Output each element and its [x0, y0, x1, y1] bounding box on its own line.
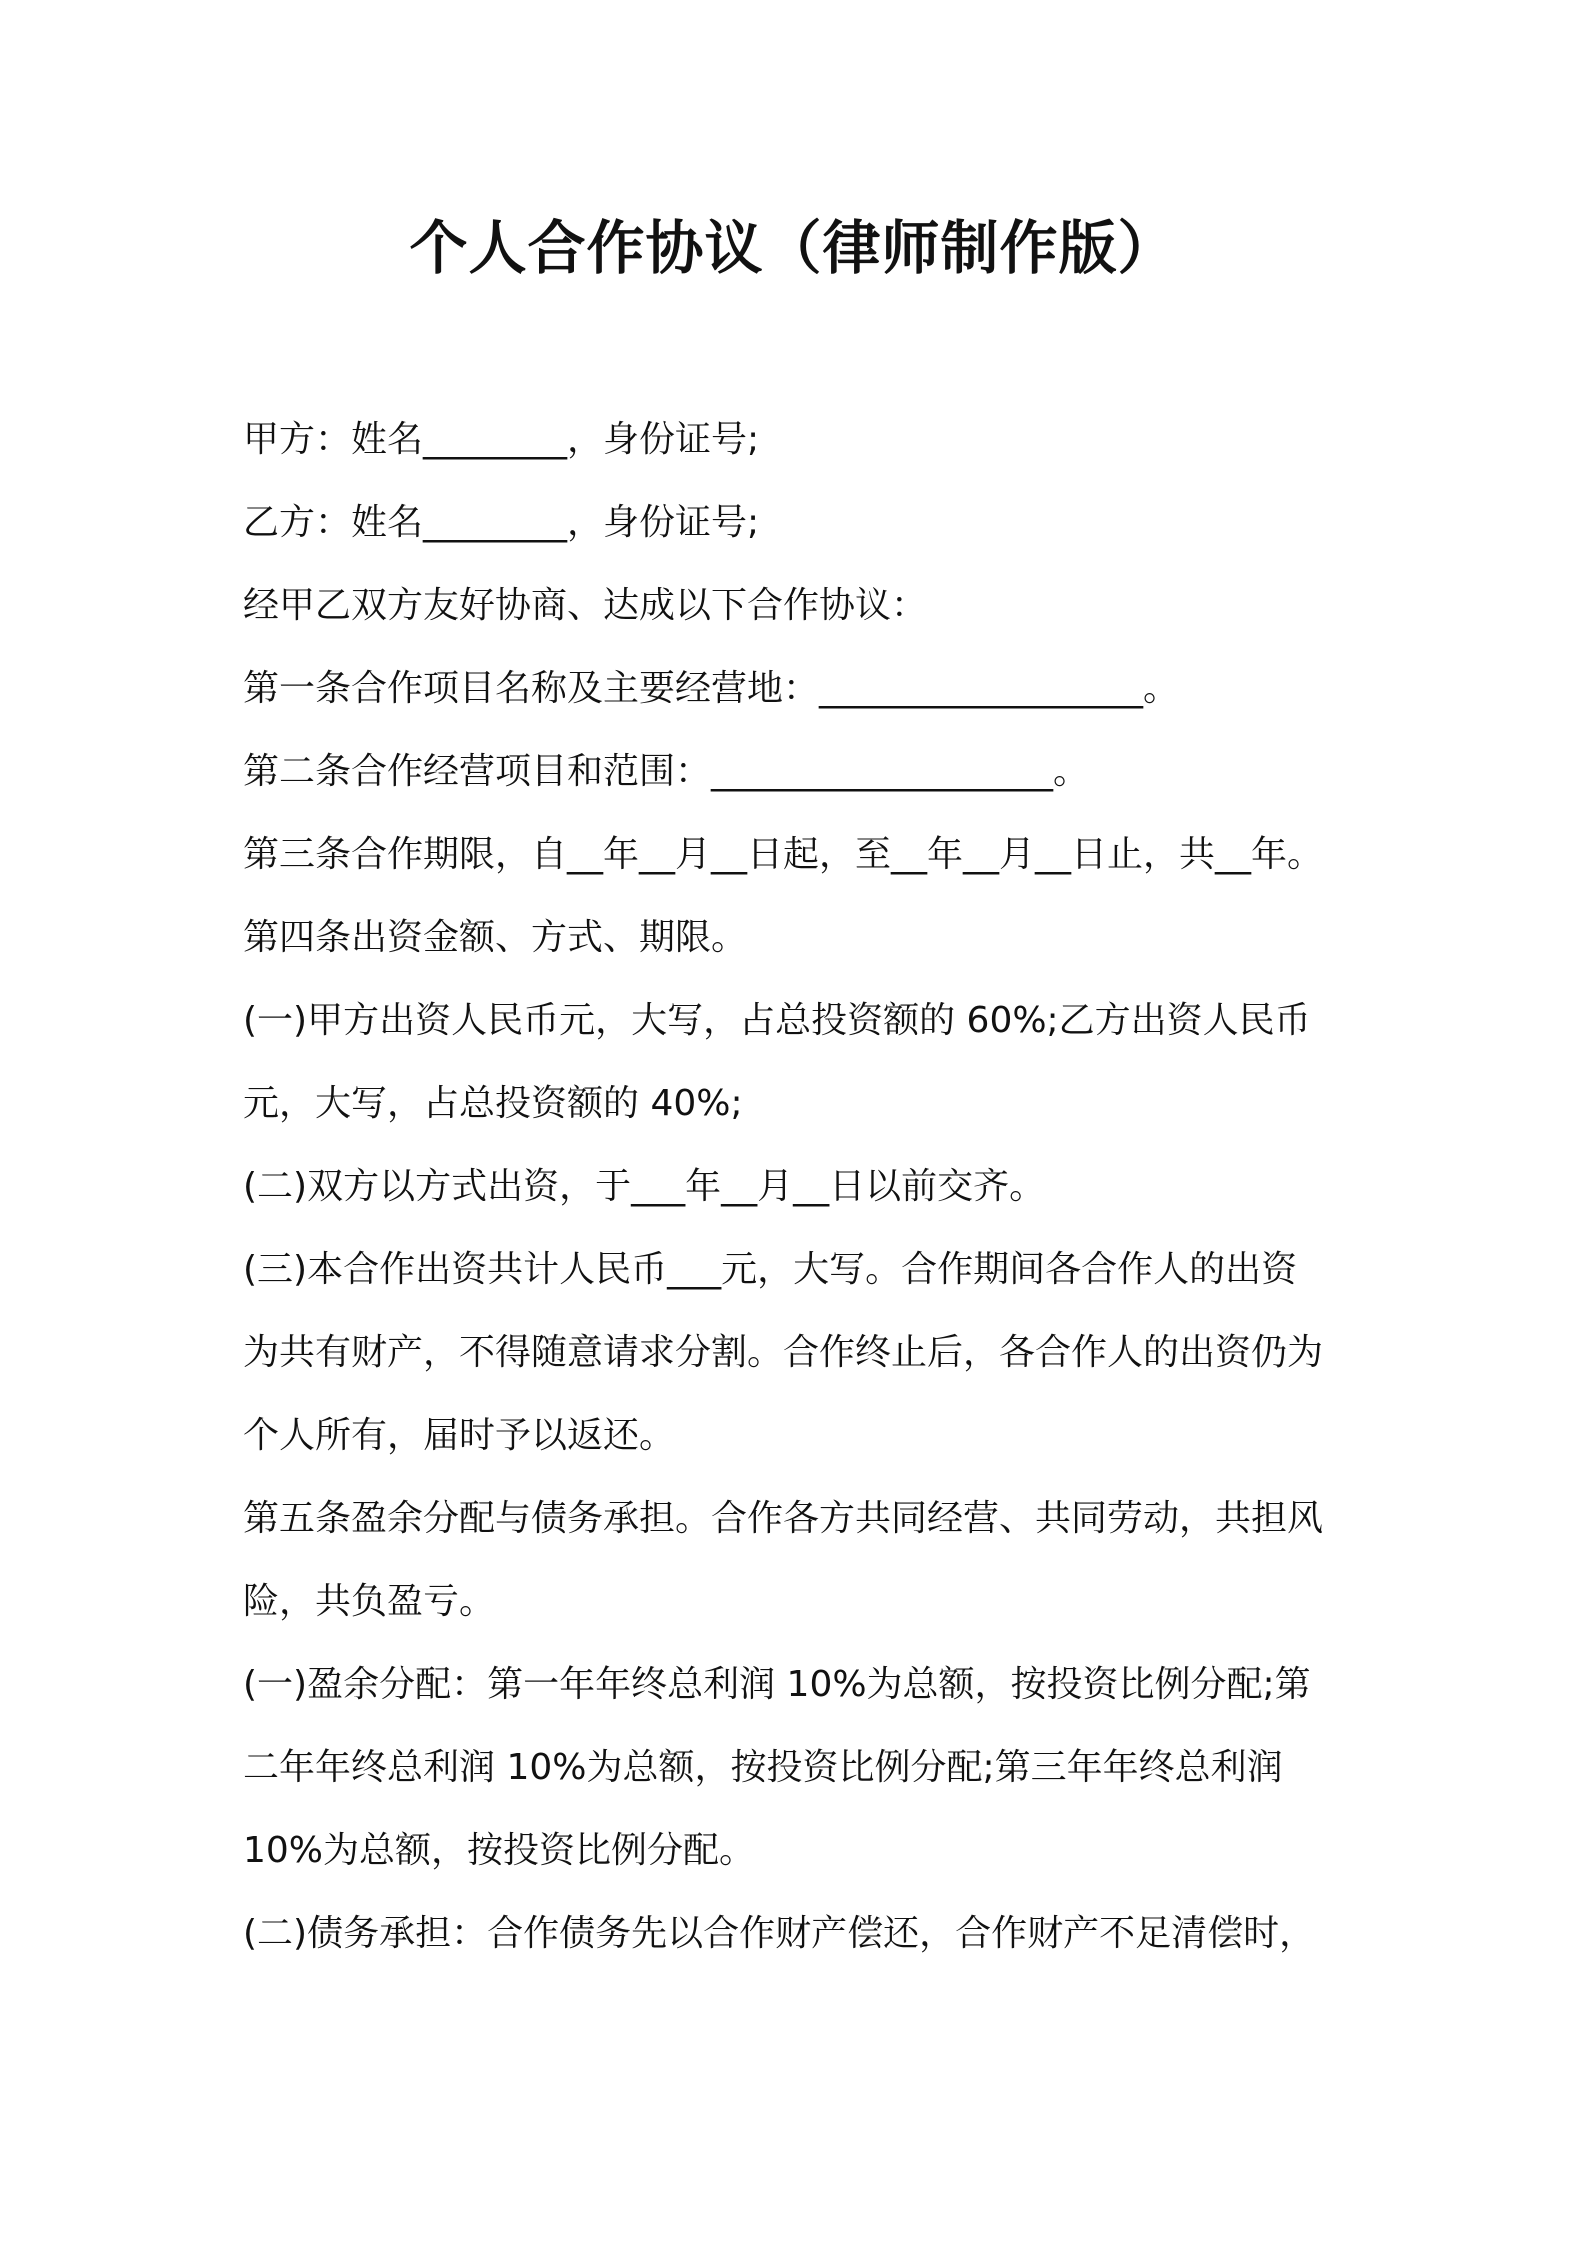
article-3-line: 第三条合作期限，自__年__月__日起，至__年__月__日止，共__年。 [243, 834, 1324, 875]
article-5-item-1-line-2: 二年年终总利润 10%为总额，按投资比例分配;第三年年终总利润 [243, 1747, 1283, 1788]
document-body [243, 398, 1363, 1975]
article-5-heading-line-1: 第五条盈余分配与债务承担。合作各方共同经营、共同劳动，共担风 [243, 1498, 1324, 1539]
article-4-item-1-line-2: 元，大写，占总投资额的 40%; [243, 1083, 743, 1124]
article-4-item-1-line-1: (一)甲方出资人民币元，大写，占总投资额的 60%;乙方出资人民币 [243, 1000, 1311, 1041]
article-5-item-1-line-3: 10%为总额，按投资比例分配。 [243, 1830, 756, 1871]
article-4-item-3-line-3: 个人所有，届时予以返还。 [243, 1415, 676, 1456]
preamble-line: 经甲乙双方友好协商、达成以下合作协议： [243, 585, 928, 626]
article-2-line: 第二条合作经营项目和范围：___________________。 [243, 751, 1090, 792]
article-5-item-2-line-1: (二)债务承担：合作债务先以合作财产偿还，合作财产不足清偿时， [243, 1913, 1316, 1954]
article-4-item-3-line-2: 为共有财产，不得随意请求分割。合作终止后，各合作人的出资仍为 [243, 1332, 1324, 1373]
article-4-item-3-line-1: (三)本合作出资共计人民币___元，大写。合作期间各合作人的出资 [243, 1249, 1298, 1290]
article-4-item-2-line: (二)双方以方式出资，于___年__月__日以前交齐。 [243, 1166, 1046, 1207]
party-b-line: 乙方：姓名________，身份证号; [243, 502, 760, 543]
document-title: 个人合作协议（律师制作版） [409, 214, 1177, 282]
party-a-line: 甲方：姓名________，身份证号; [243, 419, 760, 460]
article-5-heading-line-2: 险，共负盈亏。 [243, 1581, 496, 1622]
article-5-item-1-line-1: (一)盈余分配：第一年年终总利润 10%为总额，按投资比例分配;第 [243, 1664, 1311, 1705]
article-4-heading: 第四条出资金额、方式、期限。 [243, 917, 748, 958]
article-1-line: 第一条合作项目名称及主要经营地：__________________。 [243, 668, 1180, 709]
